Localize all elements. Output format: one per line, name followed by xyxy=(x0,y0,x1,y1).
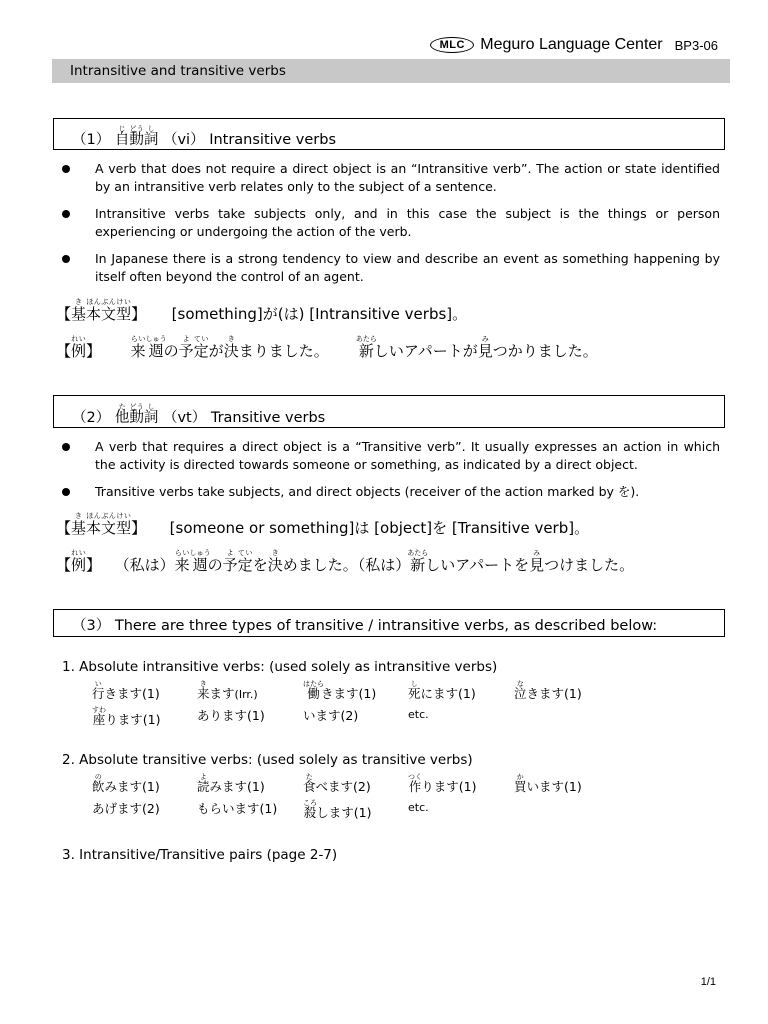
verb-item: 作つくります(1) xyxy=(408,773,477,794)
bullet-dot xyxy=(62,210,70,218)
bracket-open: 【 xyxy=(56,305,72,323)
list-1-title: 1. Absolute intransitive verbs: (used solely as intransitive verbs) xyxy=(62,659,498,675)
section-1-example-2: 新あたらしいアパートが見みつかりました。 xyxy=(355,335,598,360)
verb-item: etc. xyxy=(408,801,429,814)
example-label: 例れい xyxy=(71,549,87,574)
section-2-pattern xyxy=(56,512,589,538)
section-2-heading xyxy=(53,395,725,428)
page-header xyxy=(430,34,718,56)
verb-item: います(2) xyxy=(303,708,359,723)
verb-item: 買かいます(1) xyxy=(514,773,582,794)
pattern-label: 基き本ほん文ぶん型けい xyxy=(71,512,132,537)
section-1-pattern xyxy=(56,298,467,324)
bracket-open: 【 xyxy=(56,342,72,360)
section-2-bullet-1: A verb that requires a direct object is a “Transitive verb”. It usually expresses an action in which the activity is directed towards someone or something, as indicated by a direct object. xyxy=(95,439,720,472)
bullet-dot xyxy=(62,165,70,173)
section-1-example-1: 来らい週しゅうの予よ定ていが決きまりました。 xyxy=(130,335,329,360)
verb-item: あげます(2) xyxy=(92,801,160,816)
verb-item: 来きます(Irr.) xyxy=(197,680,258,701)
verb-item: 飲のみます(1) xyxy=(92,773,160,794)
section-1-example xyxy=(56,335,598,361)
example-label: 例れい xyxy=(71,335,87,360)
section-2-example-2-prefix: （私は） xyxy=(357,556,411,574)
section-2-bullet-2: Transitive verbs take subjects, and direct objects (receiver of the action marked by を). xyxy=(95,484,640,499)
section-2-en-title: Transitive verbs xyxy=(210,410,326,426)
bullet-dot xyxy=(62,488,70,496)
section-3-heading xyxy=(53,609,725,637)
bullet-dot xyxy=(62,443,70,451)
section-2-jp-title: 他た動どう詞し xyxy=(114,403,159,426)
section-2-example-1-prefix: （私は） xyxy=(114,556,175,574)
verb-item: 読よみます(1) xyxy=(197,773,265,794)
section-2-example-1: 来らい週しゅうの予よ定ていを決きめました。 xyxy=(174,549,358,574)
verb-item: 働はたらきます(1) xyxy=(303,680,377,701)
verb-item: etc. xyxy=(408,708,429,721)
verb-item: あります(1) xyxy=(197,708,265,723)
pattern-label: 基き本ほん文ぶん型けい xyxy=(71,298,132,323)
section-2-number: （2） xyxy=(72,410,111,426)
verb-item: もらいます(1) xyxy=(197,801,278,816)
bracket-close: 】 xyxy=(131,305,147,323)
section-1-number: （1） xyxy=(72,132,111,148)
mlc-logo: MLC xyxy=(430,37,474,53)
verb-item: 行いきます(1) xyxy=(92,680,160,701)
section-1-jp-title: 自じ動どう詞し xyxy=(114,125,159,148)
bracket-open: 【 xyxy=(56,556,72,574)
bullet-dot xyxy=(62,255,70,263)
center-name: Meguro Language Center xyxy=(480,36,663,53)
verb-item: 食たべます(2) xyxy=(303,773,371,794)
verb-item: 座すわります(1) xyxy=(92,706,161,727)
list-2-title: 2. Absolute transitive verbs: (used solely as transitive verbs) xyxy=(62,752,473,768)
page-number: 1/1 xyxy=(700,976,716,988)
section-2-example-2: 新あたらしいアパートを見みつけました。 xyxy=(407,549,635,574)
section-2-paren: （vt） xyxy=(162,410,207,426)
document-code: BP3-06 xyxy=(674,37,718,53)
verb-item: 死しにます(1) xyxy=(408,680,476,701)
bracket-close: 】 xyxy=(86,342,102,360)
list-3-title: 3. Intransitive/Transitive pairs (page 2-7) xyxy=(62,847,338,863)
section-2-pattern-text: [someone or something]は [object]を [Transitive verb]。 xyxy=(169,519,590,537)
section-3-number: （3） xyxy=(72,618,111,634)
section-1-pattern-text: [something]が(は) [Intransitive verbs]。 xyxy=(171,305,468,323)
section-1-bullet-3: In Japanese there is a strong tendency to view and describe an event as something happening by itself often beyond the control of an agent. xyxy=(95,251,720,284)
title-bar xyxy=(52,59,730,83)
section-3-en-title: There are three types of transitive / intransitive verbs, as described below: xyxy=(114,618,658,634)
section-2-example xyxy=(56,549,634,575)
section-1-en-title: Intransitive verbs xyxy=(209,132,337,148)
section-1-paren: （vi） xyxy=(162,132,205,148)
verb-item: 殺ころします(1) xyxy=(303,799,372,820)
section-1-heading xyxy=(53,118,725,150)
section-1-bullet-1: A verb that does not require a direct object is an “Intransitive verb”. The action or state identified by an intransitive verb relates only to the subject of a sentence. xyxy=(95,161,720,194)
bracket-open: 【 xyxy=(56,519,72,537)
section-1-bullet-2: Intransitive verbs take subjects only, and in this case the subject is the things or person experiencing or undergoing the action of the verb. xyxy=(95,206,720,239)
verb-item: 泣なきます(1) xyxy=(514,680,582,701)
bracket-close: 】 xyxy=(86,556,102,574)
bracket-close: 】 xyxy=(131,519,147,537)
page-title: Intransitive and transitive verbs xyxy=(70,63,286,79)
